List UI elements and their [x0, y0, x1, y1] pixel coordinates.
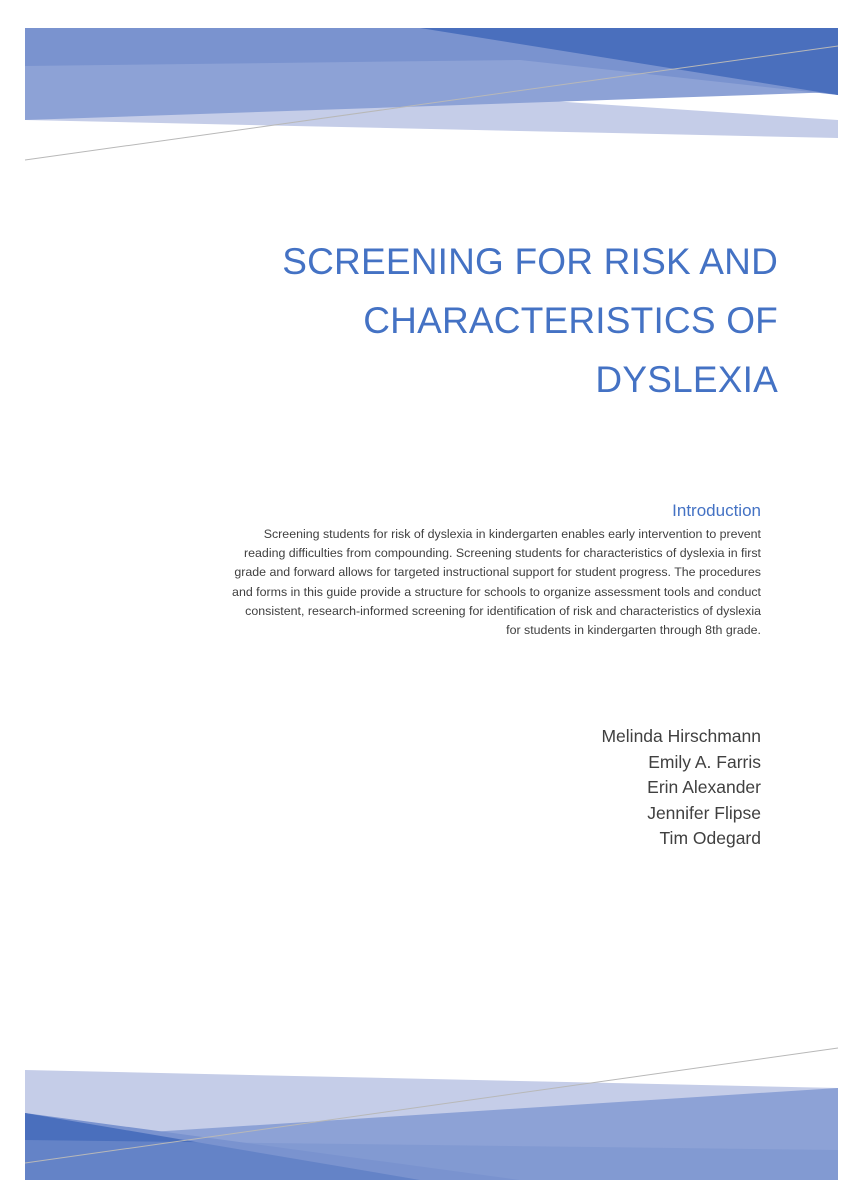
document-title — [158, 232, 778, 409]
author-list — [361, 724, 761, 852]
author-name: Melinda Hirschmann — [601, 726, 761, 746]
author-name: Emily A. Farris — [648, 751, 761, 772]
author-name: Erin Alexander — [647, 777, 761, 797]
intro-line: for students in kindergarten through 8th grade. — [506, 623, 761, 638]
intro-line: consistent, research-informed screening for identification of risk and characteristics of dyslexia — [245, 603, 761, 618]
intro-line: grade and forward allows for targeted instructional support for student progress. The procedures — [234, 565, 761, 580]
title-line: SCREENING FOR RISK AND — [282, 241, 778, 282]
introduction-paragraph — [161, 525, 761, 640]
author-name: Tim Odegard — [659, 828, 761, 848]
author-name: Jennifer Flipse — [647, 802, 761, 823]
title-line: DYSLEXIA — [595, 359, 778, 400]
top-decorative-banner — [0, 0, 863, 170]
title-line: CHARACTERISTICS OF — [363, 300, 778, 341]
intro-line: Screening students for risk of dyslexia in kindergarten enables early intervention to prevent — [263, 527, 761, 541]
intro-line: and forms in this guide provide a structure for schools to organize assessment tools and conduct — [232, 584, 761, 599]
introduction-heading: Introduction — [672, 501, 761, 520]
intro-line: reading difficulties from compounding. Screening students for characteristics of dyslexia in first — [244, 546, 761, 561]
bottom-decorative-banner — [0, 1040, 863, 1200]
